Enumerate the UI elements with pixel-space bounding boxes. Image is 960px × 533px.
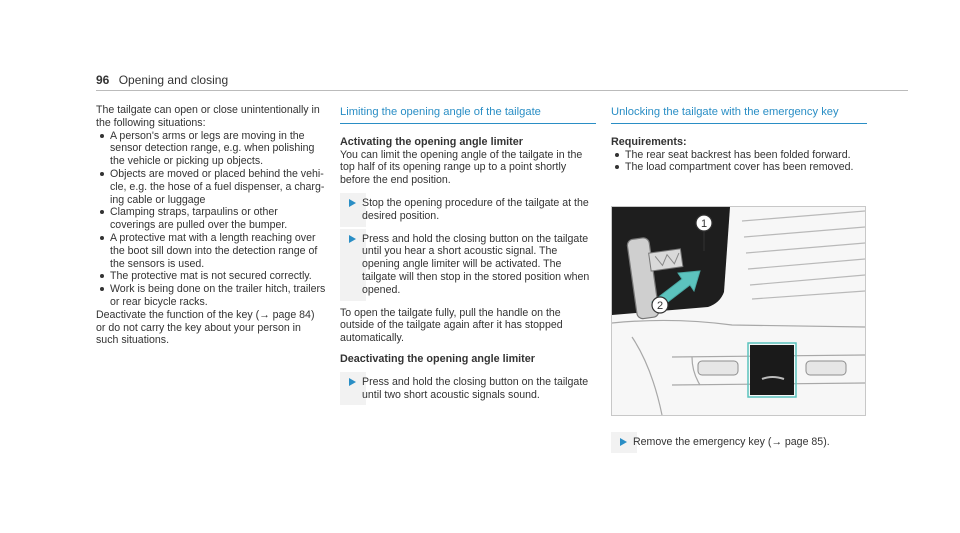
deactivate-note: Deactivate the function of the key (→ page 84) or do not carry the key about your person in such situations. — [96, 308, 315, 347]
column-right-bottom — [611, 426, 867, 459]
instruction-step — [340, 376, 596, 402]
page-section-title: Opening and closing — [118, 73, 229, 87]
column-middle — [340, 104, 596, 411]
list-item: Clamping straps, tarpaulins or other coverings are pulled over the bumper. — [96, 206, 326, 232]
activating-intro: You can limit the opening angle of the tailgate in the top half of its opening range up to a point shortly before the end position. — [340, 148, 583, 187]
list-item: Objects are moved or placed behind the vehicle, e.g. the hose of a fuel dispenser, a charging cable or luggage — [96, 168, 326, 206]
instruction-step — [340, 197, 596, 223]
open-fully-note: To open the tailgate fully, pull the handle on the outside of the tailgate again after it has stopped automatically. — [340, 306, 563, 345]
step-arrow-icon — [349, 235, 356, 243]
list-item: The load compartment cover has been removed. — [611, 161, 867, 174]
requirements-title: Requirements: — [611, 135, 687, 148]
step-text: Press and hold the closing button on the tailgate until you hear a short acoustic signal. The opening angle limiter will be activated. The tailgate will then stop in the stored position when opened. — [362, 232, 590, 296]
list-item: A person's arms or legs are moving in the sensor detection range, e.g. when polishing the vehicle or picking up objects. — [96, 130, 326, 168]
callout-1-label: 1 — [700, 218, 708, 230]
step-text: Stop the opening procedure of the tailgate at the desired position. — [362, 196, 589, 222]
list-item: The rear seat backrest has been folded forward. — [611, 149, 867, 162]
step-arrow-icon — [349, 199, 356, 207]
step-arrow-icon — [349, 378, 356, 386]
header-rule — [96, 90, 908, 91]
situation-list — [96, 130, 326, 309]
list-item: A protective mat with a length reaching over the boot sill down into the detection range of the sensors is used. — [96, 232, 326, 270]
emergency-key-illustration — [611, 206, 866, 416]
requirements-list — [611, 149, 867, 175]
step-text: Press and hold the closing button on the tailgate until two short acoustic signals sound. — [362, 375, 589, 401]
column-right — [611, 104, 867, 174]
instruction-step — [611, 436, 867, 449]
callout-2-label: 2 — [656, 300, 664, 312]
list-item: The protective mat is not secured correctly. — [96, 270, 326, 283]
page-number: 96 — [96, 73, 110, 87]
tailgate-illustration — [612, 207, 865, 415]
column-left — [96, 104, 326, 347]
intro-text: The tailgate can open or close unintentionally in the following situations: — [96, 104, 320, 129]
page-header — [96, 73, 228, 87]
section-title-emergency-key: Unlocking the tailgate with the emergency key — [611, 106, 867, 124]
deactivating-title: Deactivating the opening angle limiter — [340, 352, 535, 365]
list-item: Work is being done on the trailer hitch, trailers or rear bicycle racks. — [96, 283, 326, 309]
instruction-step — [340, 233, 596, 297]
section-title-limit-angle: Limiting the opening angle of the tailgate — [340, 106, 596, 124]
step-text: Remove the emergency key (→ page 85). — [633, 436, 830, 448]
step-arrow-icon — [620, 438, 627, 446]
activating-title: Activating the opening angle limiter — [340, 135, 523, 148]
